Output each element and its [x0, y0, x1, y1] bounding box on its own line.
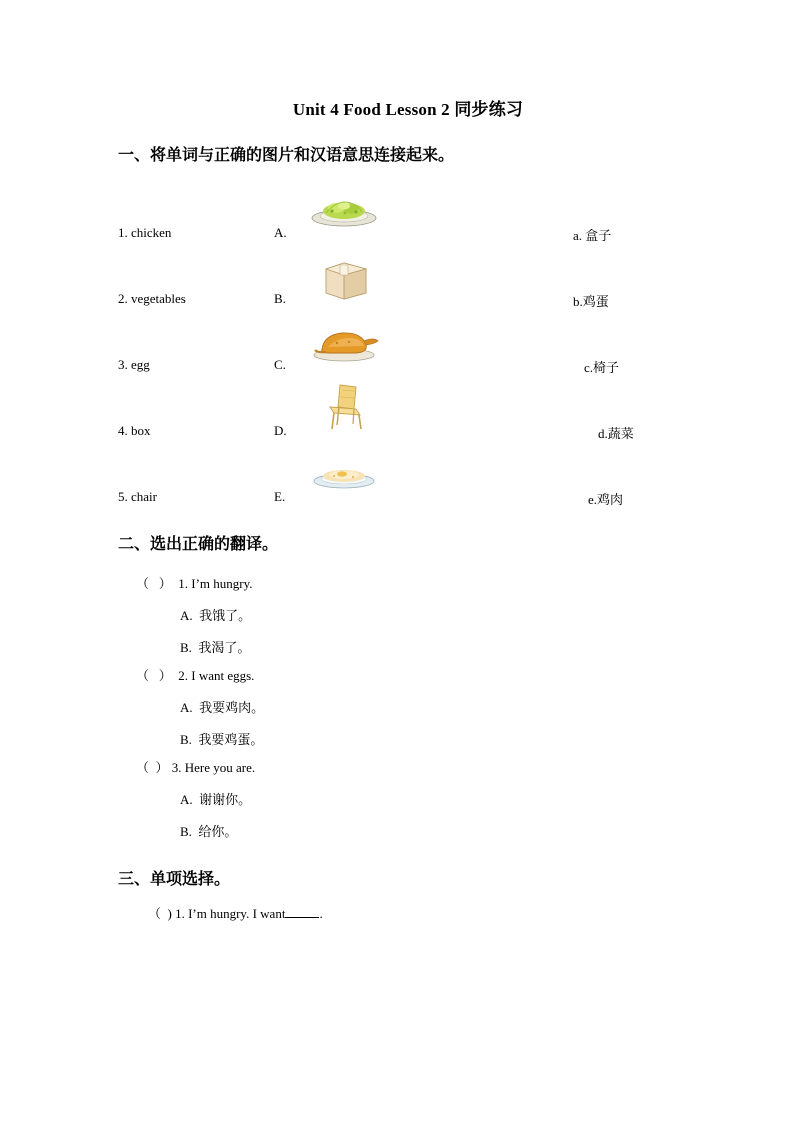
- box-carton-icon: [304, 253, 384, 297]
- question-option: A. 我饿了。: [180, 608, 252, 623]
- section-3-heading: 三、单项选择。: [118, 871, 231, 888]
- question-option: A. 我要鸡肉。: [180, 700, 265, 715]
- match-word: 3. egg: [118, 357, 150, 372]
- match-letter: A.: [274, 225, 287, 240]
- roast-chicken-icon: [304, 319, 384, 363]
- table-row: [118, 311, 698, 377]
- vegetables-plate-icon: [304, 187, 384, 231]
- question-option: B. 给你。: [180, 824, 238, 839]
- translation-exercise: [118, 564, 698, 840]
- match-word: 4. box: [118, 423, 151, 438]
- match-chinese: b.鸡蛋: [573, 294, 609, 309]
- table-row: [118, 443, 698, 509]
- match-letter: D.: [274, 423, 287, 438]
- page-title: Unit 4 Food Lesson 2 同步练习: [292, 100, 524, 119]
- table-row: [118, 245, 698, 311]
- match-letter: E.: [274, 489, 286, 504]
- match-word: 1. chicken: [118, 225, 172, 240]
- chair-icon: [304, 379, 384, 431]
- question-option: B. 我要鸡蛋。: [180, 732, 264, 747]
- multiple-choice-item: [118, 889, 698, 922]
- match-chinese: a. 盒子: [573, 228, 612, 243]
- table-row: [118, 377, 698, 443]
- match-chinese: d.蔬菜: [598, 426, 634, 441]
- match-chinese: c.椅子: [584, 360, 620, 375]
- table-row: [118, 179, 698, 245]
- fried-egg-plate-icon: [304, 463, 384, 493]
- match-chinese: e.鸡肉: [588, 492, 624, 507]
- match-letter: C.: [274, 357, 286, 372]
- question-stem: （ ） 2. I want eggs.: [136, 668, 255, 683]
- question-stem: （ ） 1. I’m hungry.: [136, 576, 253, 591]
- match-word: 2. vegetables: [118, 291, 186, 306]
- answer-blank: [285, 906, 319, 918]
- match-letter: B.: [274, 291, 286, 306]
- section-2-heading: 二、选出正确的翻译。: [118, 536, 279, 553]
- question-option: A. 谢谢你。: [180, 792, 252, 807]
- matching-exercise: [118, 179, 698, 509]
- question-option: B. 我渴了。: [180, 640, 251, 655]
- mc-suffix: .: [319, 906, 323, 921]
- question-stem: （ ） 3. Here you are.: [136, 760, 256, 775]
- section-1-heading: 一、将单词与正确的图片和汉语意思连接起来。: [118, 147, 455, 164]
- mc-prefix: （ ) 1. I’m hungry. I want: [148, 906, 286, 921]
- match-word: 5. chair: [118, 489, 157, 504]
